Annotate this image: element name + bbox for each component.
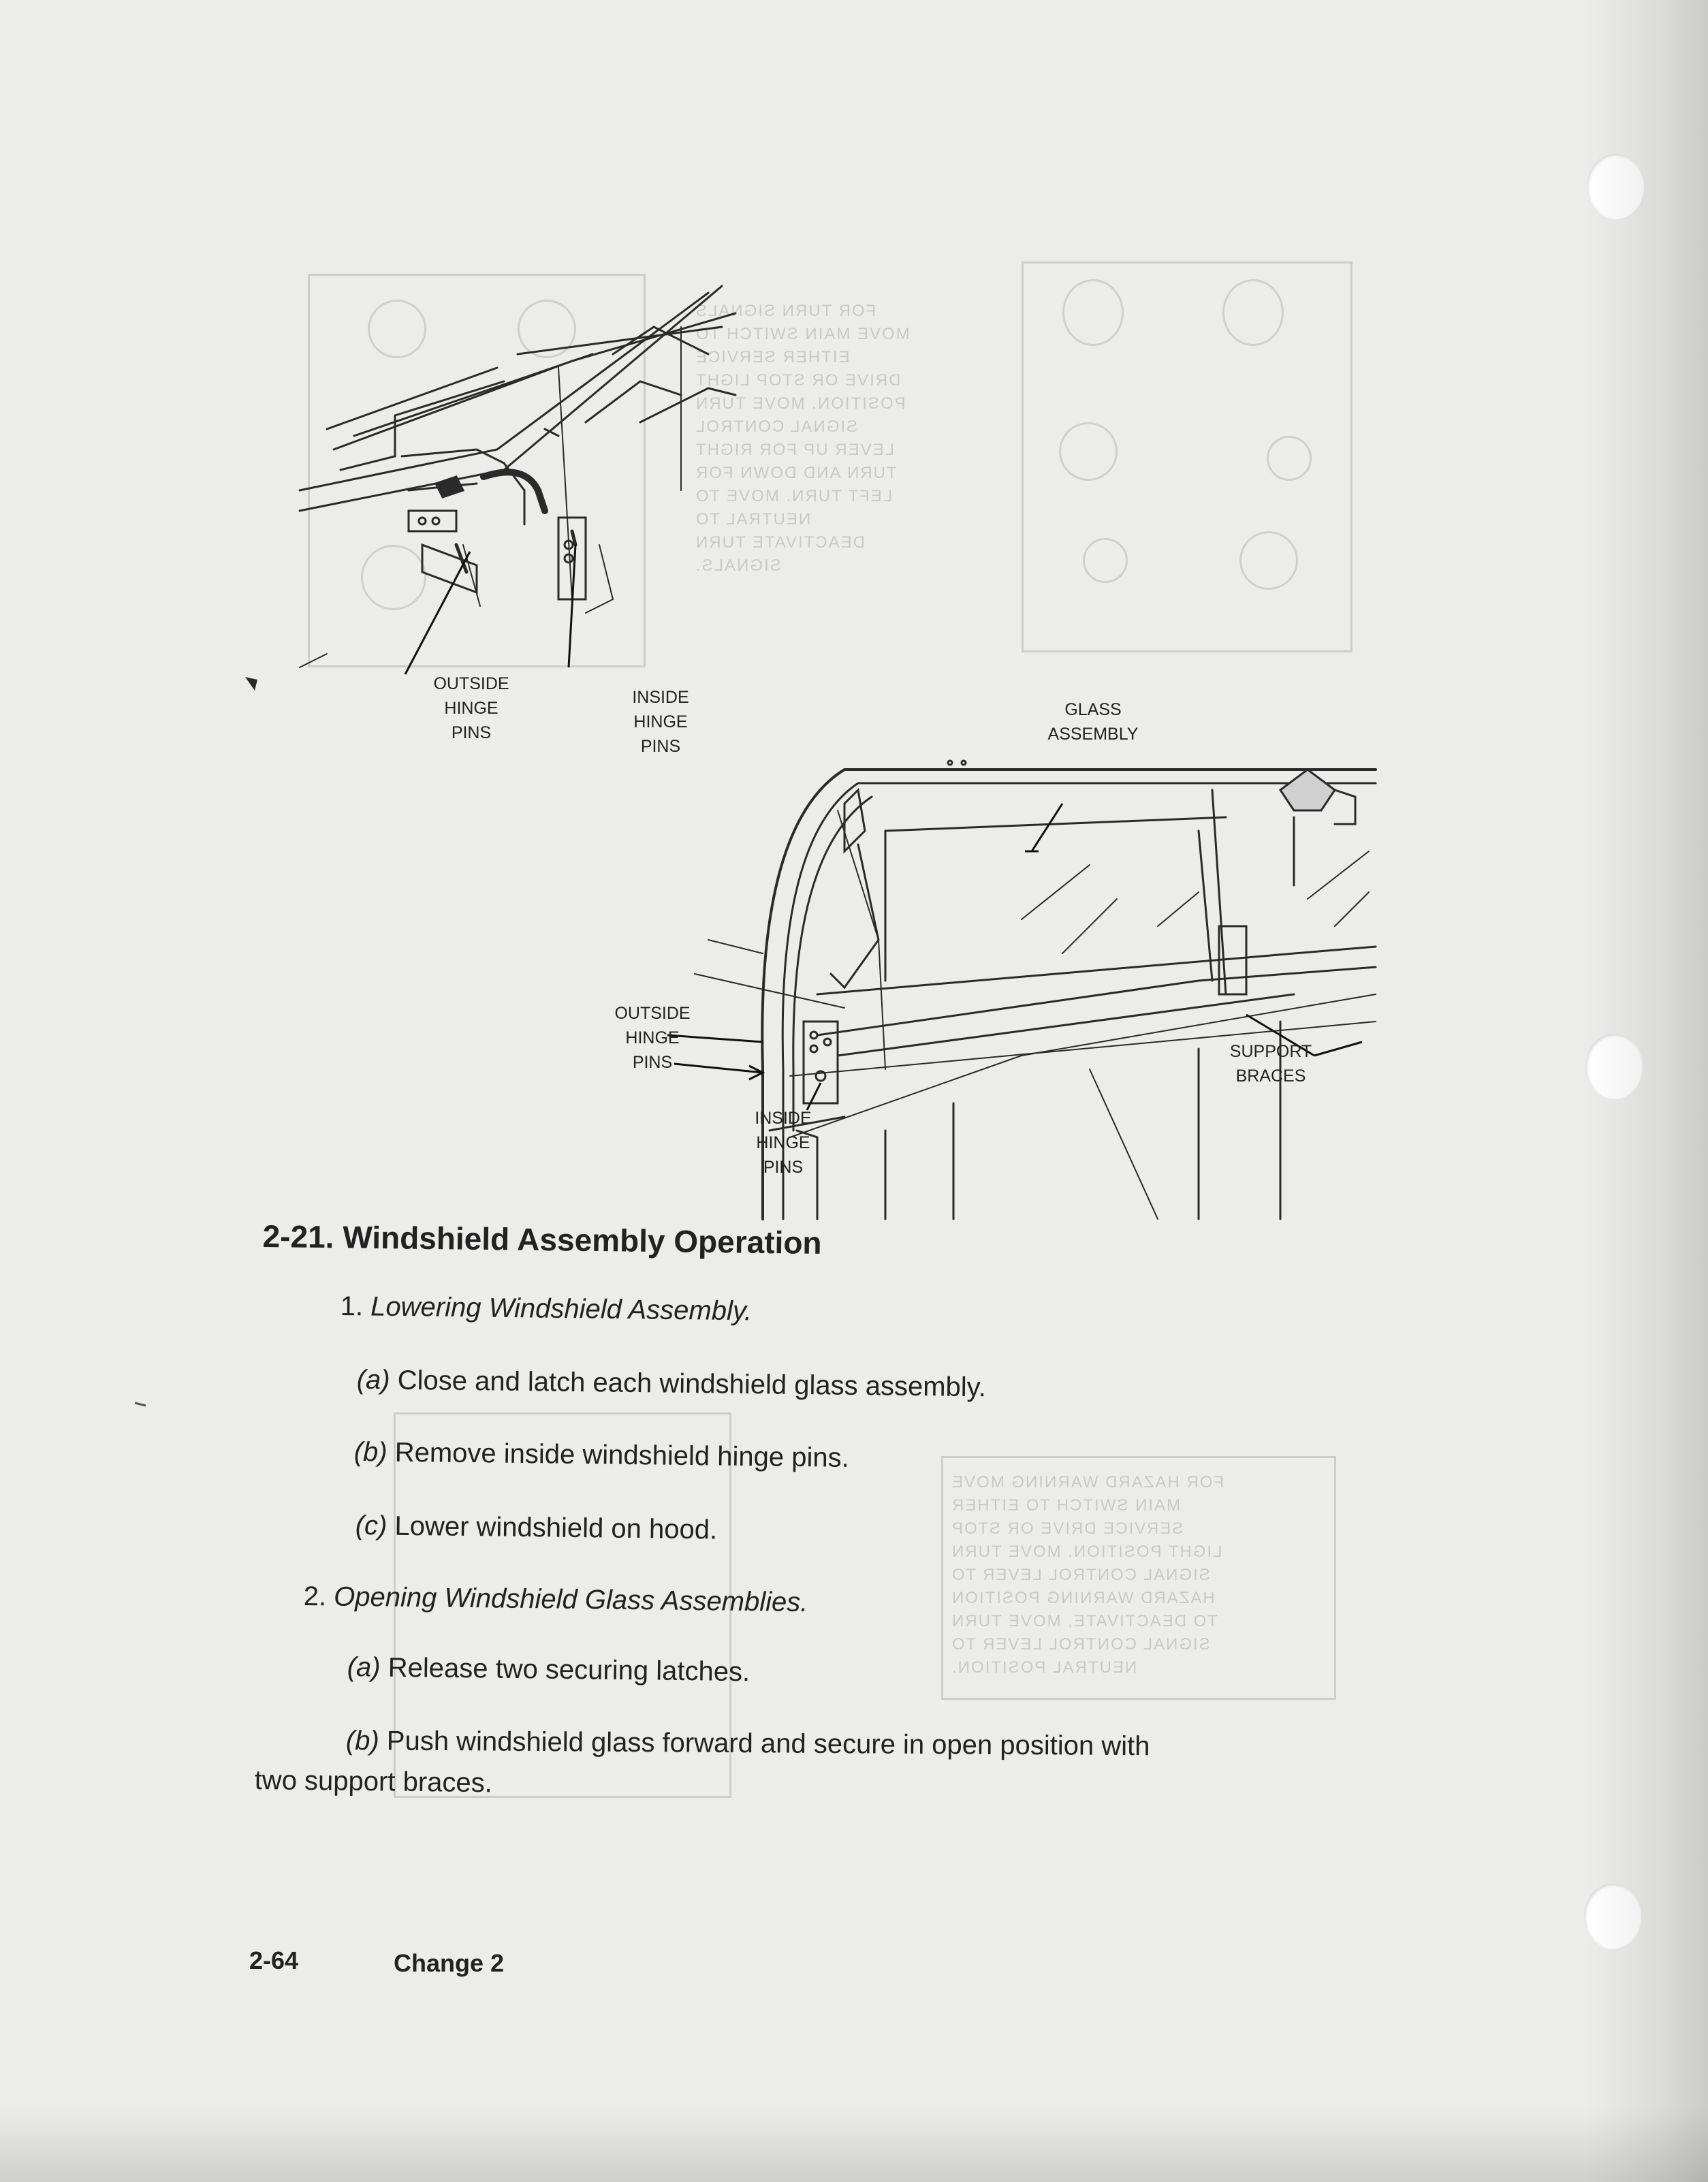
substep-text: Close and latch each windshield glass assembly. <box>397 1365 987 1403</box>
scan-shadow-bottom <box>0 2107 1708 2182</box>
step-number: 2. <box>303 1581 327 1612</box>
step-1a <box>356 1365 986 1403</box>
label-support-braces: SUPPORT BRACES <box>1229 1042 1312 1086</box>
bleed-through-circle <box>1083 538 1128 583</box>
label-outside-hinge-pins-bottom: OUTSIDE HINGE PINS <box>614 1004 691 1072</box>
step-number: 1. <box>340 1291 364 1322</box>
substep-marker: (b) <box>353 1437 388 1468</box>
step-title: Opening Windshield Glass Assemblies. <box>333 1581 808 1618</box>
label-inside-hinge-pins-bottom: INSIDE HINGE PINS <box>755 1109 812 1177</box>
bleed-through-circle <box>1239 531 1298 590</box>
step-2-title <box>303 1581 808 1618</box>
substep-text: Push windshield glass forward and secure in open position with <box>386 1726 1150 1762</box>
step-1c <box>355 1511 717 1545</box>
step-2b <box>346 1726 1150 1762</box>
bleed-through-text: FOR HAZARD WARNING MOVE MAIN SWITCH TO EITHER SERVICE DRIVE OR STOP LIGHT POSITION. MOVE TURN SIGNAL CONTROL LEVER TO HAZARD WARNING POSITION TO DEACTIVATE, MOVE TURN SIGNAL CONTROL LEVER TO NEUTRAL POSITION. <box>951 1473 1224 1677</box>
substep-marker: (b) <box>345 1726 379 1756</box>
hinge-detail-illustration <box>300 286 736 667</box>
bleed-through-circle <box>1062 279 1124 346</box>
page-number: 2-64 <box>249 1946 299 1974</box>
substep-marker: (a) <box>356 1365 390 1395</box>
label-outside-hinge-pins-top: OUTSIDE HINGE PINS <box>433 674 509 742</box>
bleed-through-circle <box>1059 422 1118 481</box>
label-inside-hinge-pins-top: INSIDE HINGE PINS <box>632 688 689 756</box>
bleed-through-circle <box>1267 436 1312 481</box>
step-1-title <box>340 1291 752 1327</box>
change-number: Change 2 <box>394 1949 505 1977</box>
label-glass-assembly: GLASS ASSEMBLY <box>1047 700 1139 744</box>
step-title: Lowering Windshield Assembly. <box>370 1291 753 1327</box>
step-1b <box>353 1437 849 1474</box>
step-2b-continuation: two support braces. <box>254 1765 493 1799</box>
substep-text: Lower windshield on hood. <box>394 1511 718 1545</box>
section-heading: 2-21. Windshield Assembly Operation <box>262 1218 822 1261</box>
bleed-through-circle <box>1222 279 1284 346</box>
substep-marker: (a) <box>347 1652 381 1683</box>
stray-mark <box>242 673 263 693</box>
substep-text: Remove inside windshield hinge pins. <box>394 1437 850 1473</box>
stray-mark <box>133 1400 147 1408</box>
substep-text: Release two securing latches. <box>388 1652 750 1688</box>
step-2a <box>347 1652 750 1688</box>
scan-shadow-right <box>1585 0 1708 2182</box>
bleed-through-text: FOR TURN SIGNALS MOVE MAIN SWITCH TO EITHER SERVICE DRIVE OR STOP LIGHT POSITION. MOVE TURN SIGNAL CONTROL LEVER UP FOR RIGHT TURN AND DOWN FOR LEFT TURN. MOVE TO NEUTRAL TO DEACTIVATE TURN SIGNALS. <box>695 302 910 575</box>
substep-marker: (c) <box>355 1511 388 1541</box>
